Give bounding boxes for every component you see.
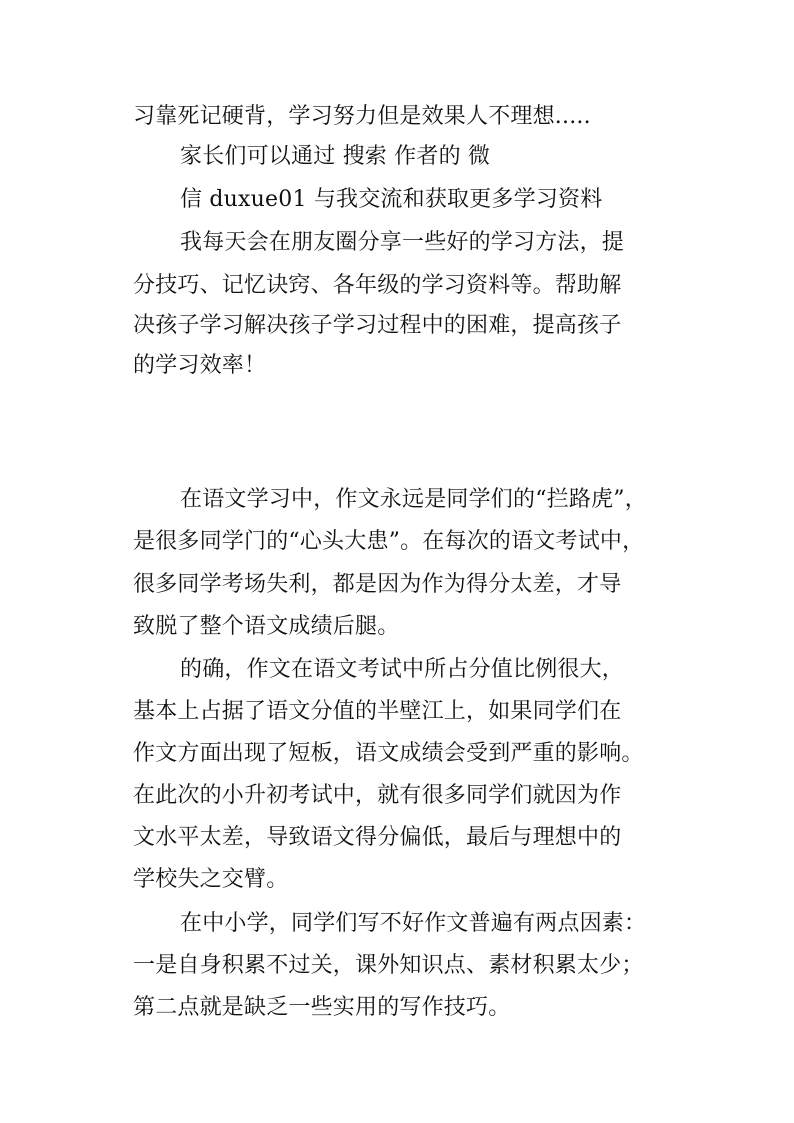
text-line-14: 作文方面出现了短板，语文成绩会受到严重的影响。 (133, 741, 644, 766)
text-line-15: 在此次的小升初考试中，就有很多同学们就因为作 (133, 783, 622, 808)
text-line-13: 基本上占据了语文分值的半壁江上，如果同学们在 (133, 699, 622, 724)
text-line-3: 信 duxue01 与我交流和获取更多学习资料 (180, 187, 603, 212)
text-line-7: 的学习效率！ (133, 353, 267, 378)
text-line-5: 分技巧、记忆诀窍、各年级的学习资料等。帮助解 (133, 273, 622, 298)
text-line-4: 我每天会在朋友圈分享一些好的学习方法，提 (180, 230, 625, 255)
text-line-19: 一是自身积累不过关，课外知识点、素材积累太少； (133, 953, 644, 978)
text-line-9: 是很多同学门的“心头大患”。在每次的语文考试中， (133, 529, 645, 554)
text-line-6: 决孩子学习解决孩子学习过程中的困难，提高孩子 (133, 313, 622, 338)
text-line-18: 在中小学，同学们写不好作文普遍有两点因素： (180, 911, 647, 936)
text-line-17: 学校失之交臂。 (133, 867, 289, 892)
text-line-10: 很多同学考场失利，都是因为作为得分太差，才导 (133, 572, 622, 597)
text-line-8: 在语文学习中，作文永远是同学们的“拦路虎”， (180, 487, 647, 512)
text-line-20: 第二点就是缺乏一些实用的写作技巧。 (133, 995, 511, 1020)
text-line-16: 文水平太差，导致语文得分偏低，最后与理想中的 (133, 825, 622, 850)
text-line-2: 家长们可以通过 搜索 作者的 微 (180, 144, 491, 169)
text-line-12: 的确，作文在语文考试中所占分值比例很大， (180, 657, 625, 682)
text-line-1: 习靠死记硬背，学习努力但是效果人不理想..... (133, 104, 591, 129)
text-line-11: 致脱了整个语文成绩后腿。 (133, 614, 400, 639)
